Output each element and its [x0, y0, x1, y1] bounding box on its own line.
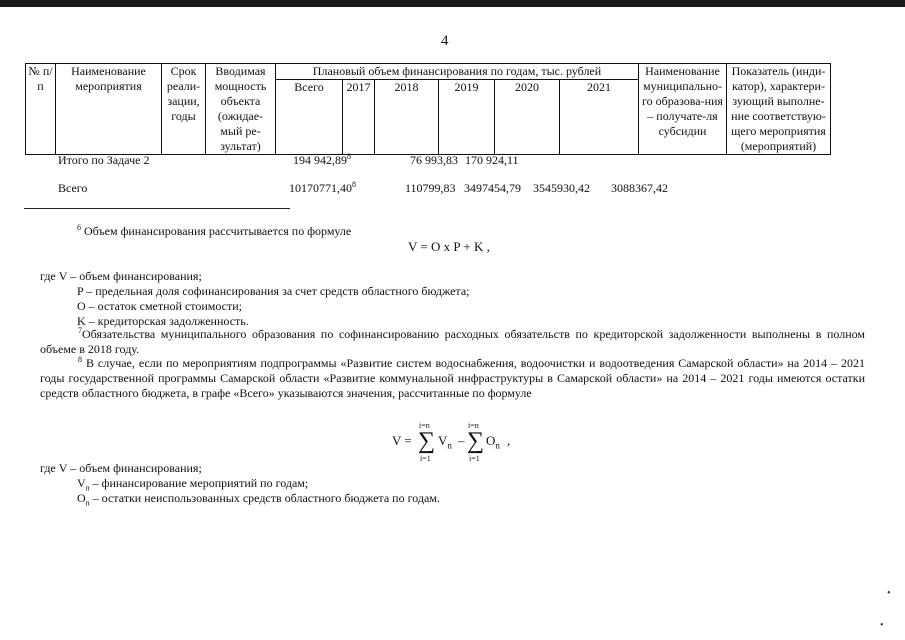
footnote-6-item: K – кредиторская задолженность.: [77, 314, 249, 328]
sum-symbol: ∑: [418, 428, 436, 454]
header-num: № п/п: [26, 64, 56, 155]
header-indicator: Показатель (инди-катор), характери-зующий выполне-ние соответствую-щего мероприятия (мероприятий): [727, 64, 831, 155]
header-term: Срок реали-зации, годы: [162, 64, 206, 155]
footnote-8: $^8$ В случае, если по мероприятиям подпрограммы «Развитие систем водоснабжения, водоочистки и водоотведения Самарской области» на 2014 – 2021 годы государственной программы Самарской области «Развитие коммунальной инфраструктуры в Самарской области» на 2014 – 2021 годы имеются остатки средств областного бюджета, в графе «Всего» указываются значения, рассчитанные по формуле: [40, 355, 865, 400]
row-2021: 3088367,42: [611, 181, 668, 195]
row-2019: 3497454,79: [464, 181, 521, 195]
header-2020: 2020: [495, 80, 560, 155]
header-capacity: Вводимая мощность объекта (ожидае-мый ре-зультат): [206, 64, 276, 155]
row-total: 194 942,89$^8$: [293, 152, 351, 167]
header-2017: 2017: [343, 80, 375, 155]
page-number: 4: [441, 33, 449, 49]
header-planned: Плановый объем финансирования по годам, тыс. рублей: [276, 64, 639, 80]
row-label: Итого по Задаче 2: [58, 153, 150, 167]
footnote-separator: [24, 208, 290, 209]
header-2021: 2021: [560, 80, 639, 155]
header-name: Наименование мероприятия: [56, 64, 162, 155]
scan-mark: •: [880, 620, 884, 631]
row-2019: 170 924,11: [465, 153, 519, 167]
footnote-6-item: O – остаток сметной стоимости;: [77, 299, 242, 313]
formula-1: V = O x P + K ,: [408, 239, 490, 254]
footnote-6-item: P – предельная доля софинансирования за счет средств областного бюджета;: [77, 284, 470, 298]
header-2019: 2019: [439, 80, 495, 155]
row-total: 10170771,40$^8$: [289, 180, 356, 195]
scan-top-border: [0, 0, 905, 7]
financing-table: [25, 63, 831, 155]
row-2018: 110799,83: [405, 181, 456, 195]
footnote-6: $^6$ Объем финансирования рассчитывается по формуле: [77, 223, 352, 238]
scan-mark: •: [887, 588, 891, 599]
footnote-7: $^7$Обязательства муниципального образования по софинансированию расходных обязательств по кредиторской задолженности выполнены в полном объеме в 2018 году.: [40, 326, 865, 356]
row-2020: 3545930,42: [533, 181, 590, 195]
row-2018: 76 993,83: [410, 153, 458, 167]
header-municipality: Наименование муниципально-го образова-ния – получате-ля субсидии: [639, 64, 727, 155]
footnote-8-item: $O_n$ – остатки неиспользованных средств областного бюджета по годам.: [77, 491, 440, 508]
table-row-grand-total: [0, 181, 905, 197]
table-row-task2-total: [0, 153, 905, 169]
formula-2: V = i=n ∑ i=1 $V_n$ – i=n ∑ i=1 $O_n$ ,: [392, 421, 511, 463]
header-total: Всего: [276, 80, 343, 155]
sum-symbol: ∑: [467, 428, 485, 454]
footnote-8-item: $V_n$ – финансирование мероприятий по годам;: [77, 476, 309, 493]
footnote-8-where: где V – объем финансирования;: [40, 461, 202, 475]
header-2018: 2018: [375, 80, 439, 155]
footnote-6-where: где V – объем финансирования;: [40, 269, 202, 283]
row-label: Всего: [58, 181, 88, 195]
